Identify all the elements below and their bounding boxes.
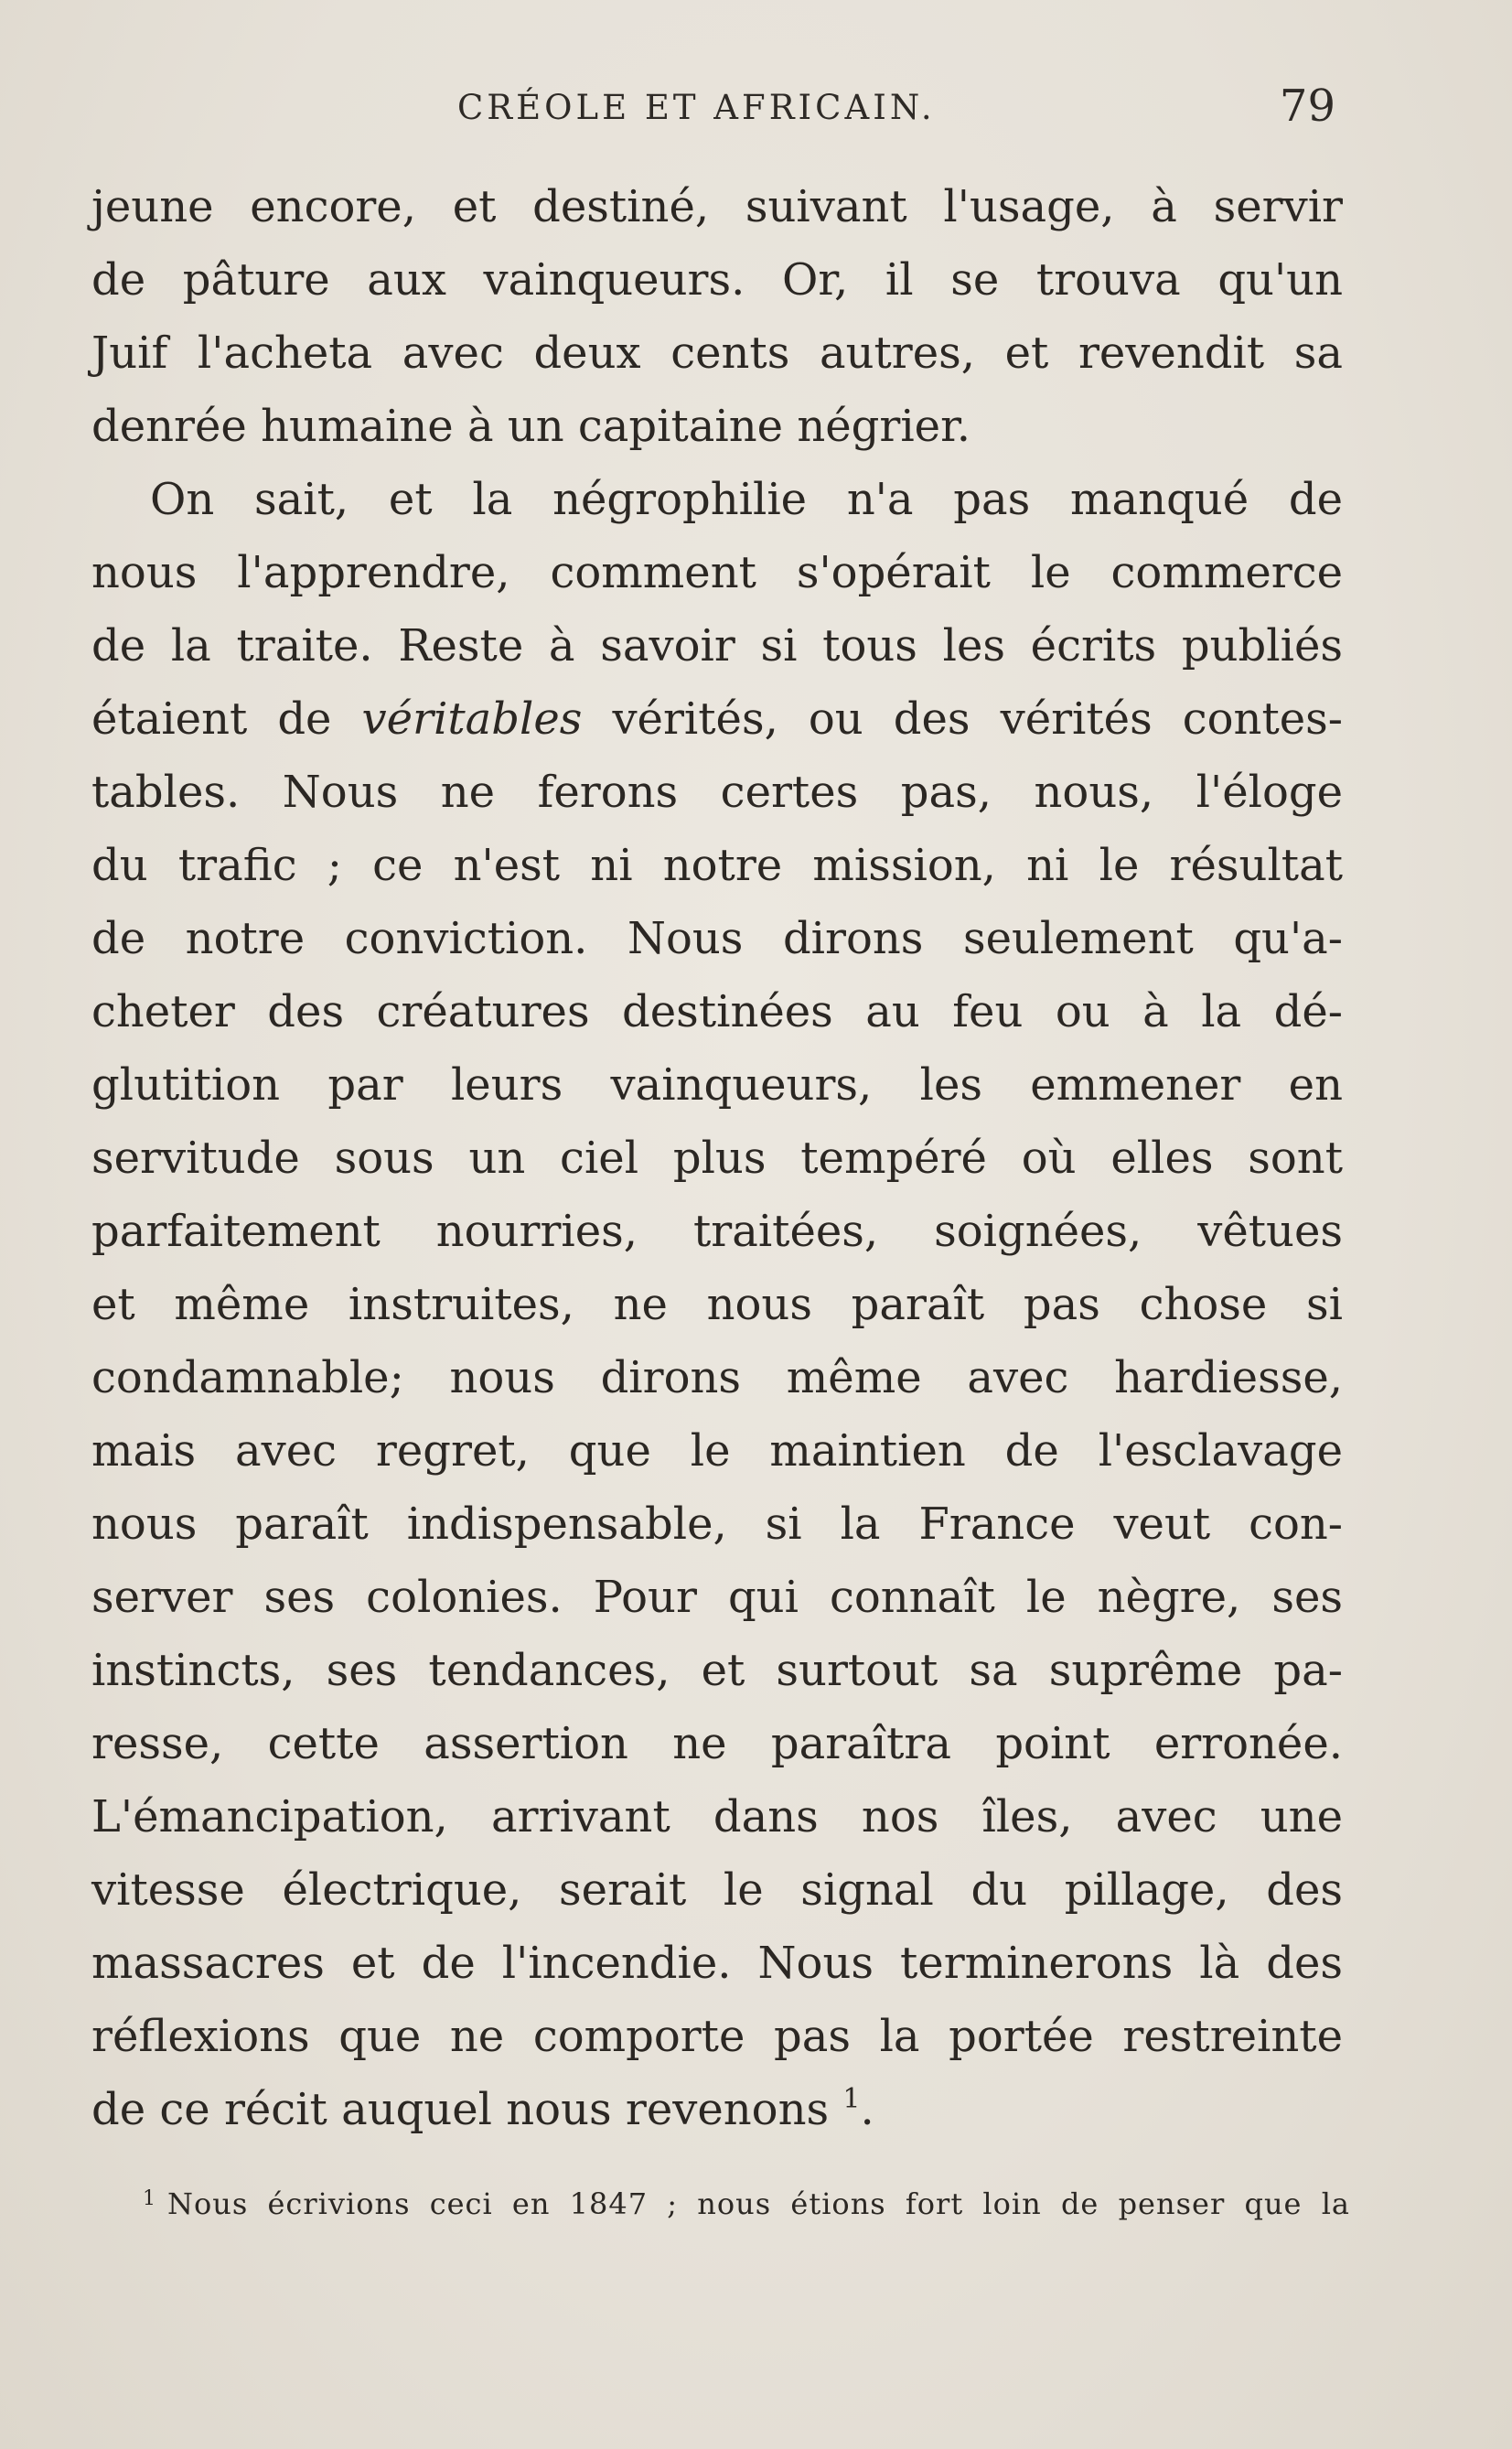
page-header — [91, 81, 1335, 135]
text-line: L'émancipation, arrivant dans nos îles, avec une — [91, 1791, 1343, 1842]
text-line: de notre conviction. Nous dirons seulement qu'a- — [91, 913, 1343, 964]
text-line: tables. Nous ne ferons certes pas, nous, l'éloge — [91, 767, 1343, 818]
text-line — [91, 682, 1343, 756]
footnote — [143, 2186, 1350, 2222]
text-line: instincts, ses tendances, et surtout sa suprême pa- — [91, 1645, 1343, 1696]
text-line: denrée humaine à un capitaine négrier. — [91, 401, 971, 452]
text-line: server ses colonies. Pour qui connaît le nègre, ses — [91, 1572, 1343, 1623]
text-fragment: de ce récit auquel nous revenons — [91, 2084, 830, 2135]
page-number: 79 — [1279, 81, 1335, 132]
text-line: vitesse électrique, serait le signal du pillage, des — [91, 1864, 1343, 1916]
text-line: jeune encore, et destiné, suivant l'usage, à servir — [91, 181, 1343, 232]
text-line: de pâture aux vainqueurs. Or, il se trouva qu'un — [91, 254, 1343, 306]
text-line: nous l'apprendre, comment s'opérait le commerce — [91, 547, 1343, 598]
text-line: Juif l'acheta avec deux cents autres, et revendit sa — [91, 328, 1343, 379]
body-text — [91, 170, 1343, 2146]
text-line: massacres et de l'incendie. Nous terminerons là des — [91, 1938, 1343, 1989]
text-line: cheter des créatures destinées au feu ou à la dé- — [91, 986, 1343, 1037]
text-line — [91, 2073, 1343, 2146]
text-line: du trafic ; ce n'est ni notre mission, ni le résultat — [91, 840, 1343, 891]
text-line: condamnable; nous dirons même avec hardiesse, — [91, 1352, 1343, 1403]
italic-emphasis: véritables — [361, 693, 583, 745]
text-line: réflexions que ne comporte pas la portée restreinte — [91, 2011, 1343, 2062]
running-title: CRÉOLE ET AFRICAIN. — [457, 88, 936, 127]
text-line: resse, cette assertion ne paraîtra point erronée. — [91, 1718, 1343, 1769]
text-fragment: vérités, ou des vérités contes- — [612, 693, 1344, 745]
text-fragment: . — [860, 2084, 874, 2135]
text-line: On sait, et la négrophilie n'a pas manqué de — [150, 474, 1343, 525]
text-line: parfaitement nourries, traitées, soignées, vêtues — [91, 1206, 1343, 1257]
text-line: mais avec regret, que le maintien de l'esclavage — [91, 1425, 1343, 1477]
footnote-reference: 1 — [842, 2083, 861, 2115]
text-line: de la traite. Reste à savoir si tous les écrits publiés — [91, 620, 1343, 671]
footnote-marker: 1 — [143, 2187, 156, 2210]
text-line: et même instruites, ne nous paraît pas chose si — [91, 1279, 1343, 1330]
text-line: glutition par leurs vainqueurs, les emmener en — [91, 1059, 1343, 1111]
text-line: servitude sous un ciel plus tempéré où elles sont — [91, 1133, 1343, 1184]
text-line: nous paraît indispensable, si la France veut con- — [91, 1498, 1343, 1550]
text-fragment: étaient de — [91, 693, 332, 745]
footnote-text: Nous écrivions ceci en 1847 ; nous étions fort loin de penser que la — [167, 2186, 1350, 2221]
